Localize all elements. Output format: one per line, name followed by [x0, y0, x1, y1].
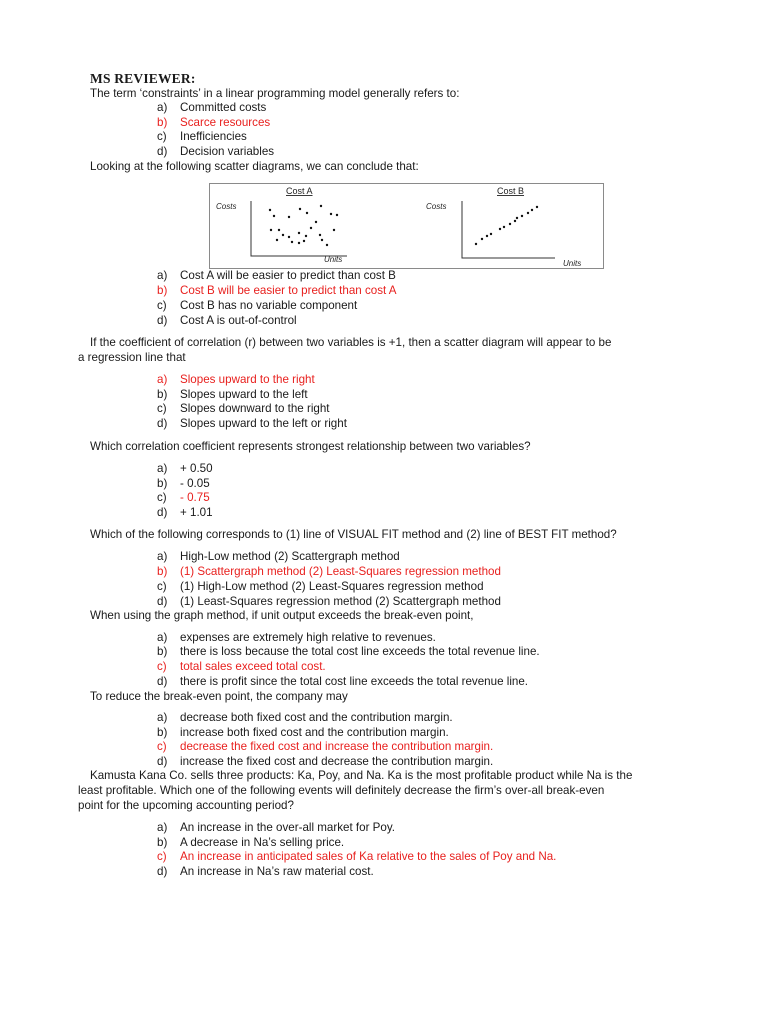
- cost-b-points: [475, 206, 538, 245]
- q1-option-a: a) Committed costs: [157, 101, 267, 114]
- q7-option-c: c) decrease the fixed cost and increase the contribution margin.: [157, 740, 494, 753]
- q4-option-c: c) - 0.75: [157, 491, 210, 504]
- cost-a-xlabel: Units: [324, 255, 343, 264]
- q3-option-a: a) Slopes upward to the right: [157, 373, 315, 386]
- q4-option-b: b) - 0.05: [157, 477, 210, 490]
- q2-option-c: c) Cost B has no variable component: [157, 299, 358, 312]
- q8-option-d: d) An increase in Na’s raw material cost.: [157, 865, 374, 878]
- q6-option-a: a) expenses are extremely high relative to revenues.: [157, 631, 436, 644]
- question-3-line-1: If the coefficient of correlation (r) between two variables is +1, then a scatter diagram will appear to be: [90, 336, 612, 349]
- q5-option-a: a) High-Low method (2) Scattergraph method: [157, 550, 400, 563]
- q6-option-d: d) there is profit since the total cost line exceeds the total revenue line.: [157, 675, 529, 688]
- q5-option-c: c) (1) High-Low method (2) Least-Squares regression method: [157, 580, 484, 593]
- q2-option-d: d) Cost A is out-of-control: [157, 314, 297, 327]
- q3-option-b: b) Slopes upward to the left: [157, 388, 308, 401]
- scatter-diagrams-figure: [209, 183, 604, 269]
- q4-option-a: a) + 0.50: [157, 462, 213, 475]
- question-3-line-2: a regression line that: [78, 351, 186, 364]
- q7-option-a: a) decrease both fixed cost and the contribution margin.: [157, 711, 453, 724]
- question-8-line-2: least profitable. Which one of the following events will definitely decrease the firm’s over-all break-even: [78, 784, 605, 797]
- q4-option-d: d) + 1.01: [157, 506, 213, 519]
- q8-option-b: b) A decrease in Na’s selling price.: [157, 836, 345, 849]
- question-6: When using the graph method, if unit output exceeds the break-even point,: [90, 609, 474, 622]
- q5-option-d: d) (1) Least-Squares regression method (2) Scattergraph method: [157, 595, 501, 608]
- question-5: Which of the following corresponds to (1) line of VISUAL FIT method and (2) line of BEST FIT method?: [90, 528, 617, 541]
- q1-option-d: d) Decision variables: [157, 145, 275, 158]
- question-8-line-3: point for the upcoming accounting period?: [78, 799, 294, 812]
- q7-option-b: b) increase both fixed cost and the contribution margin.: [157, 726, 449, 739]
- cost-a-title: Cost A: [286, 186, 313, 196]
- q5-option-b: b) (1) Scattergraph method (2) Least-Squares regression method: [157, 565, 501, 578]
- q8-option-a: a) An increase in the over-all market for Poy.: [157, 821, 396, 834]
- cost-b-ylabel: Costs: [426, 202, 447, 211]
- question-8-line-1: Kamusta Kana Co. sells three products: Ka, Poy, and Na. Ka is the most profitable product while Na is the: [90, 769, 633, 782]
- page-title: MS REVIEWER:: [90, 71, 196, 86]
- cost-a-points: [269, 205, 338, 246]
- question-4: Which correlation coefficient represents strongest relationship between two variables?: [90, 440, 531, 453]
- q3-option-d: d) Slopes upward to the left or right: [157, 417, 347, 430]
- question-1: The term ‘constraints’ in a linear programming model generally refers to:: [90, 87, 460, 100]
- question-7: To reduce the break-even point, the company may: [90, 690, 348, 703]
- q1-option-c: c) Inefficiencies: [157, 130, 247, 143]
- cost-b-xlabel: Units: [563, 259, 582, 268]
- q8-option-c: c) An increase in anticipated sales of Ka relative to the sales of Poy and Na.: [157, 850, 557, 863]
- cost-b-axes: [462, 201, 555, 258]
- q1-option-b: b) Scarce resources: [157, 116, 271, 129]
- q7-option-d: d) increase the fixed cost and decrease the contribution margin.: [157, 755, 494, 768]
- q6-option-c: c) total sales exceed total cost.: [157, 660, 326, 673]
- q6-option-b: b) there is loss because the total cost line exceeds the total revenue line.: [157, 645, 540, 658]
- q2-option-a: a) Cost A will be easier to predict than cost B: [157, 269, 396, 282]
- q3-option-c: c) Slopes downward to the right: [157, 402, 330, 415]
- cost-b-title: Cost B: [497, 186, 525, 196]
- q2-option-b: b) Cost B will be easier to predict than cost A: [157, 284, 397, 297]
- question-2: Looking at the following scatter diagrams, we can conclude that:: [90, 160, 419, 173]
- cost-a-ylabel: Costs: [216, 202, 237, 211]
